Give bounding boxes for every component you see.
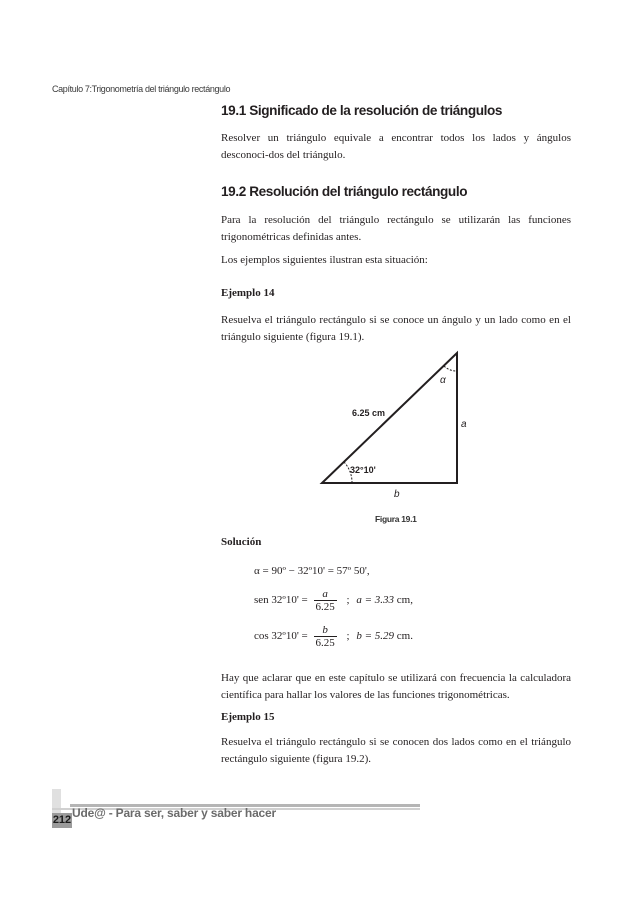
right-triangle — [322, 353, 457, 483]
section-19-1-text: Resolver un triángulo equivale a encontrar todos los lados y ángulos desconoci-dos del triángulo. — [221, 132, 571, 161]
equation-sen — [254, 588, 413, 613]
side-b-label: b — [394, 489, 400, 500]
equation-cos-sep: ; — [346, 630, 350, 643]
page-number: 212 — [52, 814, 72, 826]
fraction-cos — [314, 624, 337, 649]
angle-arc-alpha — [444, 366, 457, 371]
equation-cos-left: cos 32º10' = — [254, 630, 308, 643]
equation-cos-unit: cm. — [396, 630, 413, 643]
fraction-cos-den: 6.25 — [315, 637, 335, 649]
equation-sen-sep: ; — [346, 594, 350, 607]
section-title-19-1: 19.1 Significado de la resolución de triángulos — [221, 103, 503, 118]
example-15-label: Ejemplo 15 — [221, 711, 275, 723]
section-title-19-2: 19.2 Resolución del triángulo rectángulo — [221, 184, 468, 199]
example-14-label: Ejemplo 14 — [221, 287, 275, 299]
chapter-header: Capítulo 7:Trigonometría del triángulo rectángulo — [52, 84, 231, 94]
alpha-label: α — [440, 375, 446, 386]
footer-slogan: Ude@ - Para ser, saber y saber hacer — [72, 806, 276, 820]
figure-caption: Figura 19.1 — [375, 514, 417, 524]
equation-sen-unit: cm, — [396, 594, 413, 607]
equation-cos — [254, 624, 413, 649]
note-text: Hay que aclarar que en este capítulo se utilizará con frecuencia la calculadora científica para hallar los valores de las funciones trigonométricas. — [221, 672, 571, 701]
example-14-text: Resuelva el triángulo rectángulo si se conoce un ángulo y un lado como en el triángulo siguiente (figura 19.1). — [221, 314, 571, 343]
angle-label: 32°10' — [350, 465, 376, 475]
section-19-2-text-2: Los ejemplos siguientes ilustran esta situación: — [221, 254, 428, 266]
fraction-sen — [314, 588, 337, 613]
triangle-figure — [310, 345, 500, 505]
fraction-sen-den: 6.25 — [315, 601, 335, 613]
fraction-sen-num: a — [322, 588, 328, 600]
equation-alpha: α = 90º − 32º10' = 57º 50', — [254, 565, 370, 577]
solution-label: Solución — [221, 536, 262, 548]
equation-sen-left: sen 32º10' = — [254, 594, 308, 607]
section-19-2-text-1: Para la resolución del triángulo rectángulo se utilizarán las funciones trigonométricas definidas antes. — [221, 214, 571, 243]
fraction-cos-num: b — [322, 624, 328, 636]
side-a-label: a — [461, 419, 467, 430]
equation-sen-result: a = 3.33 — [356, 594, 395, 607]
example-15-text: Resuelva el triángulo rectángulo si se conocen dos lados como en el triángulo rectángulo siguiente (figura 19.2). — [221, 736, 571, 765]
hypotenuse-label: 6.25 cm — [352, 408, 386, 418]
equation-cos-result: b = 5.29 — [356, 630, 395, 643]
